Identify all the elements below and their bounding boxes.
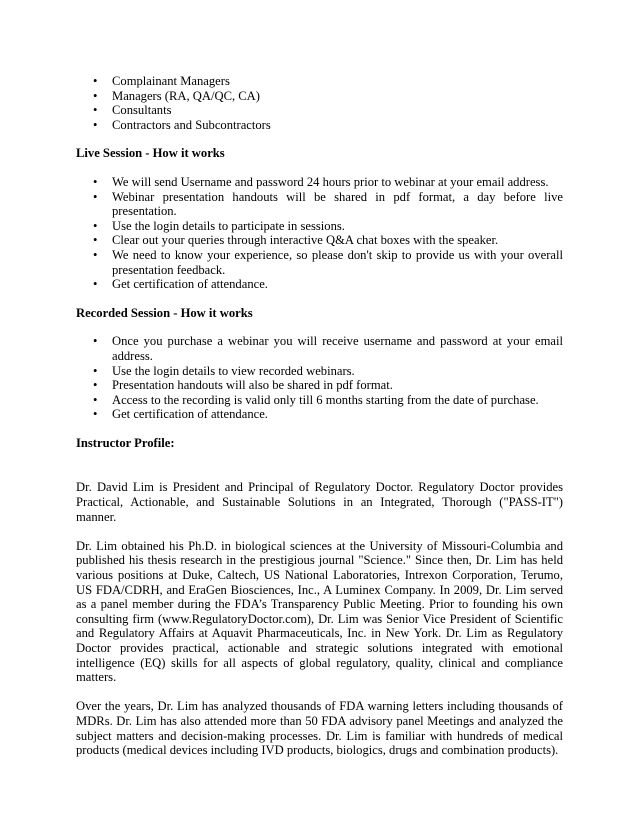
live-session-list <box>76 175 563 292</box>
list-item: • Use the login details to participate in sessions. <box>76 219 563 234</box>
instructor-paragraph: Over the years, Dr. Lim has analyzed thousands of FDA warning letters including thousands of MDRs. Dr. Lim has also attended more than 50 FDA advisory panel Meetings and analyzed the subject matters and decision-making processes. Dr. Lim is familiar with hundreds of medical products (medical devices including IVD products, biologics, drugs and combination products). <box>76 699 563 758</box>
recorded-session-heading: Recorded Session - How it works <box>76 305 253 320</box>
list-item: • Consultants <box>76 103 563 118</box>
instructor-profile-heading: Instructor Profile: <box>76 435 175 450</box>
list-item: • Access to the recording is valid only till 6 months starting from the date of purchase. <box>76 393 563 408</box>
list-item: • Contractors and Subcontractors <box>76 118 563 133</box>
list-item: • Presentation handouts will also be shared in pdf format. <box>76 378 563 393</box>
list-item: • Get certification of attendance. <box>76 407 563 422</box>
list-item: • Once you purchase a webinar you will receive username and password at your email address. <box>76 334 563 363</box>
audience-list <box>76 74 563 132</box>
instructor-paragraph: Dr. Lim obtained his Ph.D. in biological sciences at the University of Missouri-Columbia and published his thesis research in the prestigious journal "Science." Since then, Dr. Lim has held various positions at Duke, Caltech, US National Laboratories, Intrexon Corporation, Terumo, US FDA/CDRH, and EraGen Biosciences, Inc., A Luminex Company. In 2009, Dr. Lim served as a panel member during the FDA’s Transparency Public Meeting. Prior to founding his own consulting firm (www.RegulatoryDoctor.com), Dr. Lim was Senior Vice President of Scientific and Regulatory Affairs at Aquavit Pharmaceuticals, Inc. in New York. Dr. Lim as Regulatory Doctor provides practical, actionable and strategic solutions integrated with emotional intelligence (EQ) skills for all aspects of global regulatory, quality, clinical and compliance matters. <box>76 538 563 685</box>
list-item: • Use the login details to view recorded webinars. <box>76 364 563 379</box>
list-item: • We will send Username and password 24 hours prior to webinar at your email address. <box>76 175 563 190</box>
list-item: • Webinar presentation handouts will be shared in pdf format, a day before live presentation. <box>76 190 563 219</box>
instructor-paragraph: Dr. David Lim is President and Principal of Regulatory Doctor. Regulatory Doctor provides Practical, Actionable, and Sustainable Solutions in an Integrated, Thorough ("PASS-IT") manner. <box>76 480 563 524</box>
live-session-heading: Live Session - How it works <box>76 146 225 161</box>
document-page <box>76 74 563 772</box>
list-item: • Managers (RA, QA/QC, CA) <box>76 89 563 104</box>
recorded-session-list <box>76 334 563 422</box>
list-item: • Clear out your queries through interactive Q&A chat boxes with the speaker. <box>76 233 563 248</box>
list-item: • We need to know your experience, so please don't skip to provide us with your overall presentation feedback. <box>76 248 563 277</box>
list-item: • Get certification of attendance. <box>76 277 563 292</box>
list-item: • Complainant Managers <box>76 74 563 89</box>
